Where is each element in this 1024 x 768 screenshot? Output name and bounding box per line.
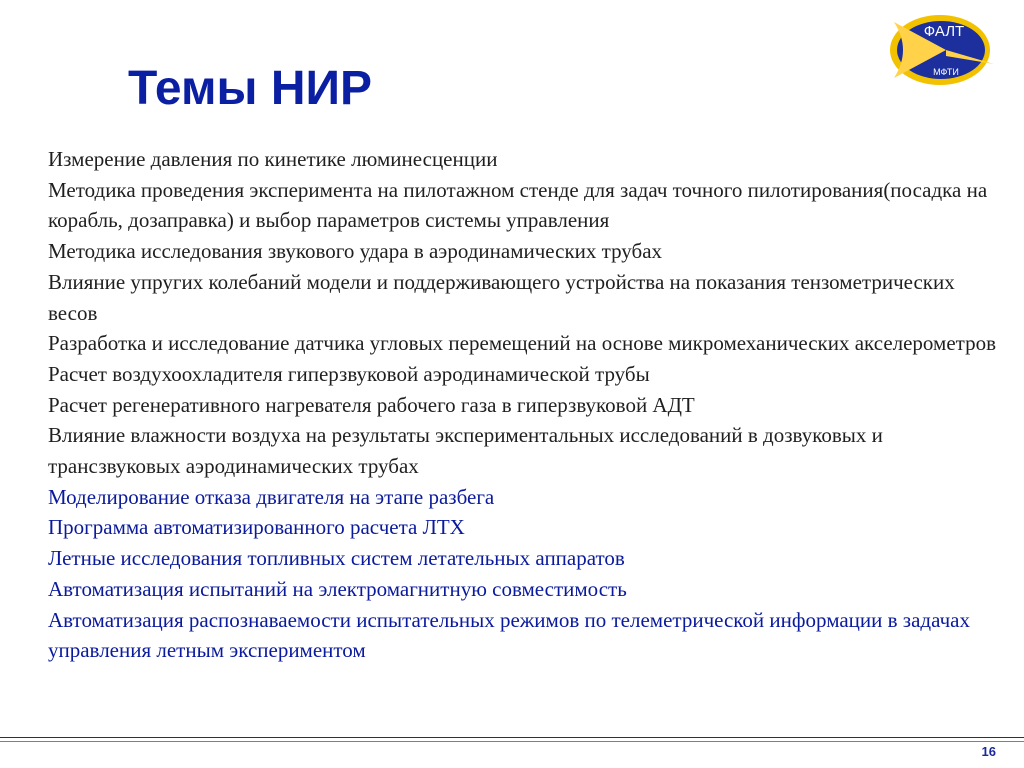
topic-item: Расчет воздухоохладителя гиперзвуковой аэродинамической трубы (48, 361, 650, 386)
topic-item: Измерение давления по кинетике люминесценции (48, 147, 498, 171)
logo-bottom-text: МФТИ (933, 67, 959, 77)
topic-item: Летные исследования топливных систем летательных аппаратов (48, 546, 625, 571)
slide-title: Темы НИР (128, 62, 373, 115)
topic-item: Автоматизация распознаваемости испытательных режимов по телеметрической информации в задачах управления летным экспериментом (48, 607, 970, 663)
topic-item: Разработка и исследование датчика угловых перемещений на основе микромеханических акселерометров (48, 331, 996, 356)
topic-item: Программа автоматизированного расчета ЛТХ (48, 515, 465, 540)
page-number: 16 (981, 744, 996, 759)
footer-rule (0, 737, 1024, 738)
topic-item: Влияние упругих колебаний модели и поддерживающего устройства на показания тензометрических весов (48, 269, 955, 325)
footer-rule-secondary (0, 741, 1024, 742)
topic-item: Влияние влажности воздуха на результаты экспериментальных исследований в дозвуковых и трансзвуковых аэродинамических трубах (48, 423, 883, 479)
topics-list (48, 144, 1008, 666)
topic-item: Методика исследования звукового удара в аэродинамических трубах (48, 239, 663, 264)
topic-item: Расчет регенеративного нагревателя рабочего газа в гиперзвуковой АДТ (48, 392, 695, 417)
topic-item: Методика проведения эксперимента на пилотажном стенде для задач точного пилотирования(посадка на корабль, дозаправка) и выбор параметров системы управления (48, 177, 988, 233)
topic-item: Автоматизация испытаний на электромагнитную совместимость (48, 576, 627, 601)
topic-item: Моделирование отказа двигателя на этапе разбега (48, 484, 495, 509)
falt-mipt-logo (886, 12, 996, 88)
logo-top-text: ФАЛТ (923, 23, 965, 40)
